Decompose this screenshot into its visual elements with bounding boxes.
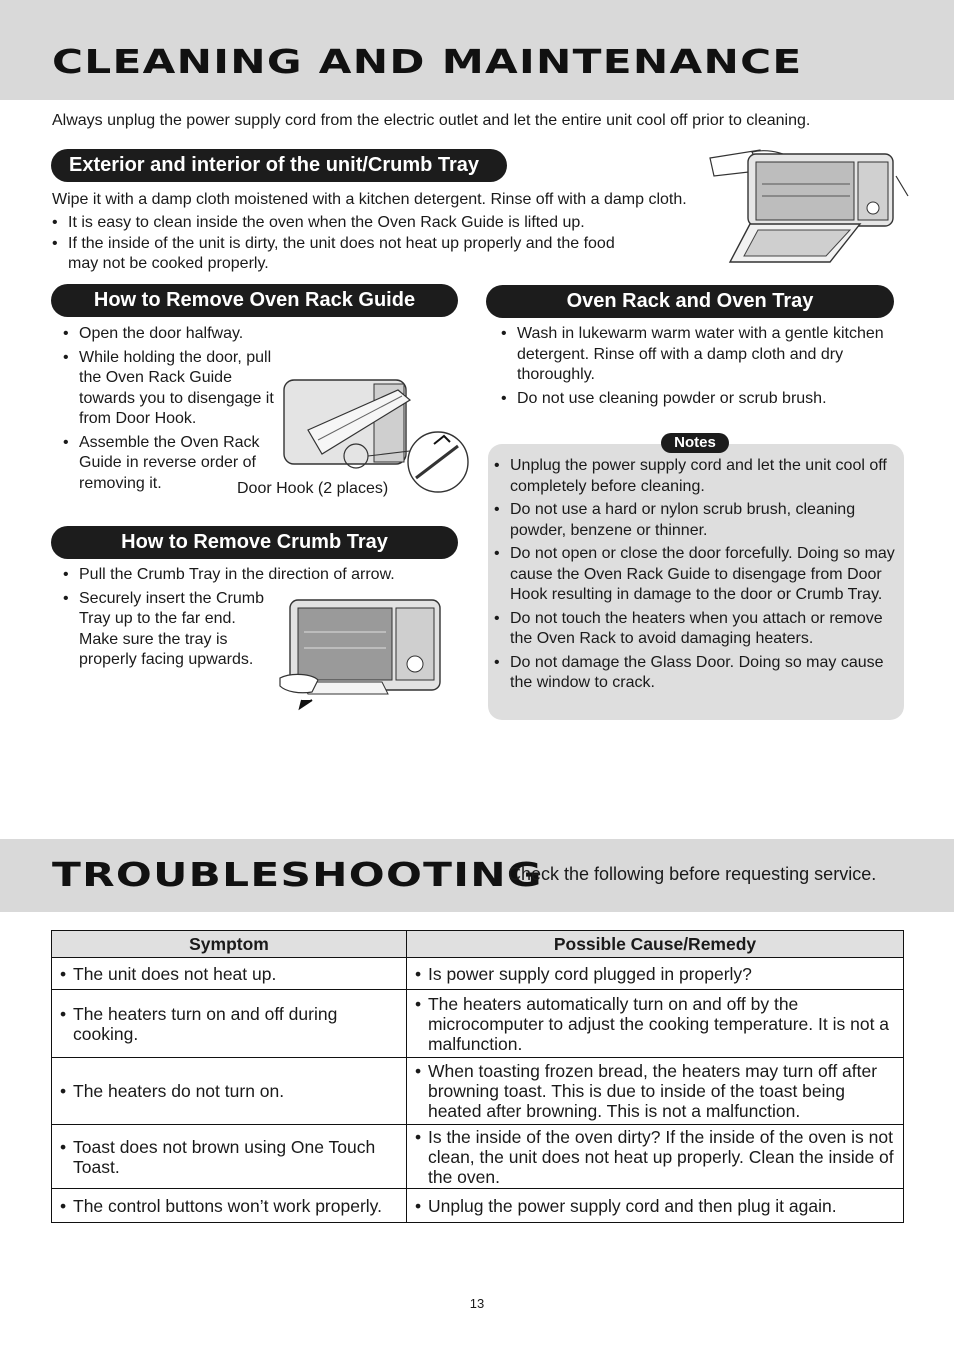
- table-row: [52, 1058, 904, 1125]
- crumb-tray-heading: How to Remove Crumb Tray: [51, 526, 458, 559]
- remedy-cell: [406, 1189, 903, 1223]
- remedy-text: • When toasting frozen bread, the heaters may turn off after browning toast. This is due to inside of the toast being heated after browning. This is not a malfunction.: [415, 1061, 897, 1121]
- rack-tray-heading: Oven Rack and Oven Tray: [486, 285, 894, 318]
- table-row: [52, 1125, 904, 1189]
- notes-label: Notes: [661, 433, 729, 453]
- symptom-cell: [52, 990, 407, 1058]
- remedy-cell: [406, 958, 903, 990]
- list-item-text: • Assemble the Oven Rack Guide in reverse order of removing it.: [79, 433, 260, 492]
- troubleshooting-title: TROUBLESHOOTING: [52, 855, 543, 894]
- remedy-cell: [406, 990, 903, 1058]
- list-item: • Open the door halfway.: [63, 324, 443, 345]
- troubleshooting-subtitle: Check the following before requesting service.: [508, 864, 877, 884]
- symptom-cell: [52, 1058, 407, 1125]
- door-hook-caption: Door Hook (2 places): [237, 480, 389, 497]
- page-number: 13: [469, 1296, 485, 1311]
- symptom-cell: [52, 1125, 407, 1189]
- remedy-cell: [406, 1058, 903, 1125]
- crumb-tray-illustration: [272, 596, 444, 712]
- table-row: [52, 990, 904, 1058]
- list-item: • Do not use a hard or nylon scrub brush, cleaning powder, benzene or thinner.: [494, 500, 898, 541]
- remedy-text: • Is power supply cord plugged in properly?: [415, 964, 897, 984]
- symptom-text: • Toast does not brown using One Touch Toast.: [60, 1137, 393, 1177]
- symptom-text: • The control buttons won’t work properly.: [60, 1196, 400, 1216]
- list-item: • Do not use cleaning powder or scrub brush.: [501, 389, 901, 410]
- exterior-heading: Exterior and interior of the unit/Crumb Tray: [51, 149, 507, 182]
- table-row: [52, 958, 904, 990]
- list-item: • Unplug the power supply cord and let the unit cool off completely before cleaning.: [494, 456, 898, 497]
- column-header-symptom: Symptom: [52, 931, 407, 958]
- troubleshooting-table: [51, 930, 904, 1223]
- column-header-remedy: Possible Cause/Remedy: [406, 931, 903, 958]
- remedy-text: • The heaters automatically turn on and off by the microcomputer to adjust the cooking temperature. It is not a malfunction.: [415, 994, 897, 1054]
- exterior-bullets: [52, 213, 652, 278]
- remedy-text: • Is the inside of the oven dirty? If the inside of the oven is not clean, the unit does not heat up properly. Clean the inside of the oven.: [415, 1127, 897, 1187]
- symptom-text: • The unit does not heat up.: [60, 964, 400, 984]
- list-item-text: • While holding the door, pull the Oven Rack Guide towards you to disengage it from Door Hook.: [79, 348, 274, 427]
- list-item: • Do not open or close the door forcefully. Doing so may cause the Oven Rack Guide to disengage from Door Hook resulting in damage to the door or Crumb Tray.: [494, 544, 898, 606]
- list-item: • Pull the Crumb Tray in the direction of arrow.: [63, 565, 443, 586]
- exterior-text: Wipe it with a damp cloth moistened with a kitchen detergent. Rinse off with a damp cloth.: [52, 191, 687, 208]
- symptom-cell: [52, 958, 407, 990]
- symptom-cell: [52, 1189, 407, 1223]
- symptom-text: • The heaters turn on and off during cooking.: [60, 1004, 358, 1044]
- list-item: • Do not touch the heaters when you attach or remove the Oven Rack to avoid damaging heaters.: [494, 609, 898, 650]
- cleaning-title: CLEANING AND MAINTENANCE: [52, 42, 803, 81]
- remedy-text: • Unplug the power supply cord and then plug it again.: [415, 1196, 897, 1216]
- cleaning-intro: Always unplug the power supply cord from the electric outlet and let the entire unit cool off prior to cleaning.: [52, 112, 811, 129]
- oven-open-door-illustration: [700, 140, 910, 268]
- list-item: • If the inside of the unit is dirty, the unit does not heat up properly and the food may not be cooked properly.: [52, 234, 648, 275]
- symptom-text: • The heaters do not turn on.: [60, 1081, 400, 1101]
- list-item: • Wash in lukewarm warm water with a gentle kitchen detergent. Rinse off with a damp cloth and dry thoroughly.: [501, 324, 897, 386]
- table-header-row: [52, 931, 904, 958]
- table-row: [52, 1189, 904, 1223]
- list-item: • It is easy to clean inside the oven when the Oven Rack Guide is lifted up.: [52, 213, 652, 234]
- rack-guide-heading: How to Remove Oven Rack Guide: [51, 284, 458, 317]
- list-item: • Do not damage the Glass Door. Doing so may cause the window to crack.: [494, 653, 898, 694]
- rack-tray-bullets: [501, 324, 901, 412]
- oven-rack-guide-illustration: [278, 370, 470, 496]
- remedy-cell: [406, 1125, 903, 1189]
- list-item-text: • Securely insert the Crumb Tray up to the far end. Make sure the tray is properly facing upwards.: [79, 589, 264, 668]
- notes-bullets: [494, 456, 898, 697]
